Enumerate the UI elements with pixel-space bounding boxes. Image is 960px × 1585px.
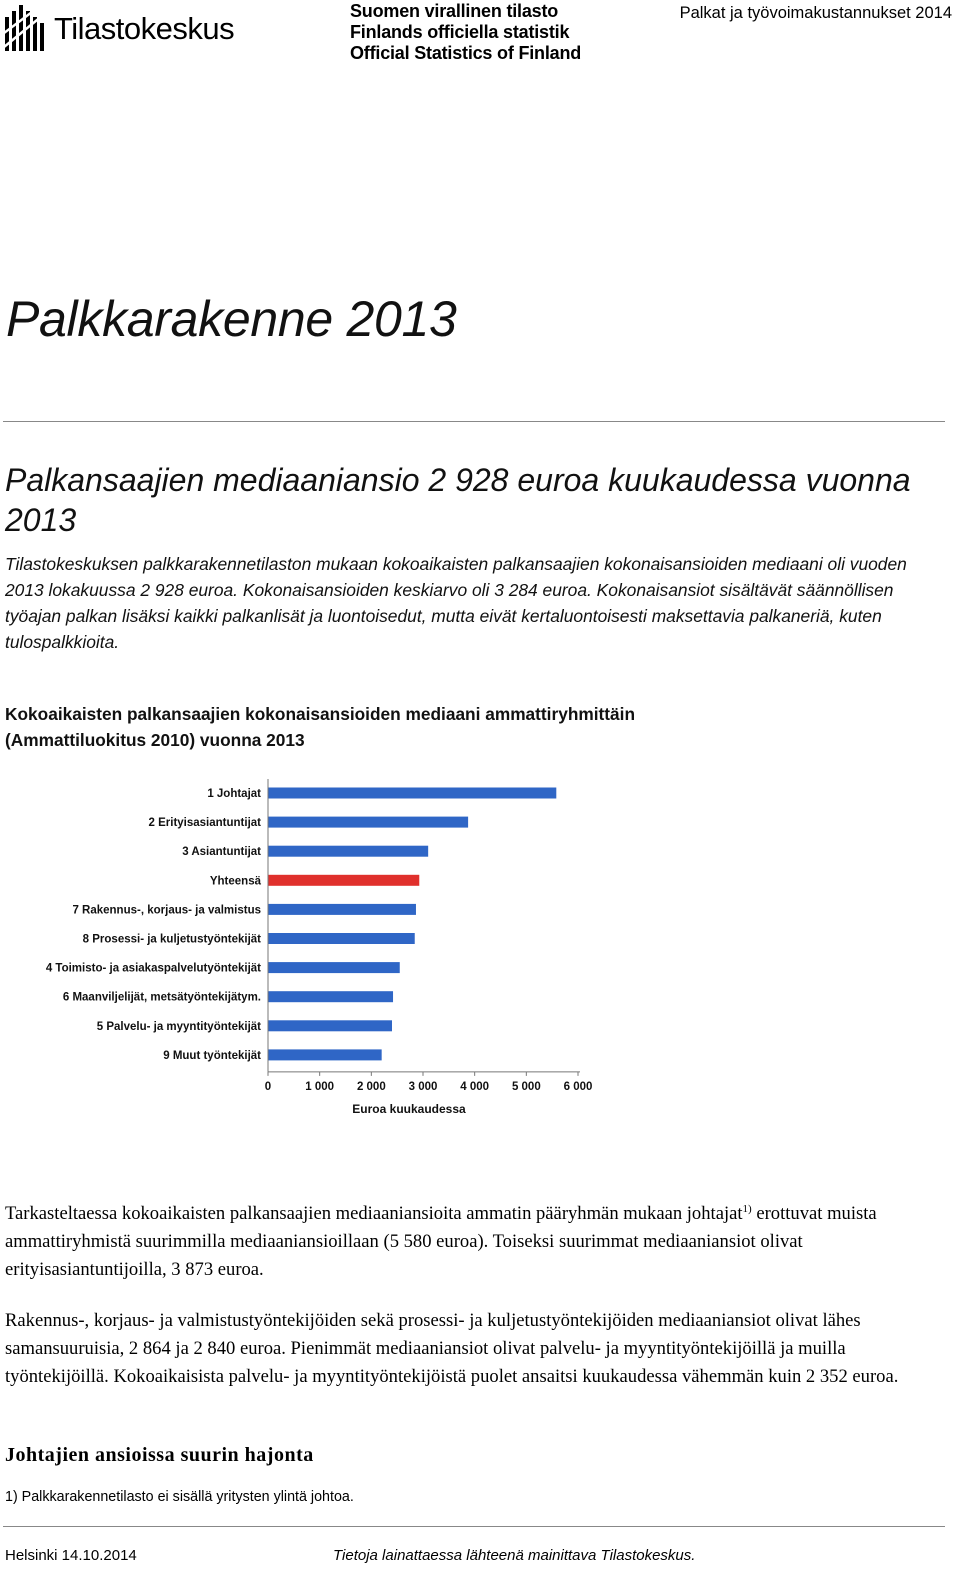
figure-title: Kokoaikaisten palkansaajien kokonaisansioiden mediaani ammattiryhmittäin (Ammattiluokitus 2010) vuonna 2013 xyxy=(5,704,636,750)
logo-mark-icon xyxy=(4,3,50,55)
body-paragraph-1 xyxy=(5,1200,950,1284)
title-divider xyxy=(3,421,945,422)
bar xyxy=(268,1020,392,1031)
body-paragraph-2: Rakennus-, korjaus- ja valmistustyöntekijöiden sekä prosessi- ja kuljetustyöntekijöiden mediaaniansiot olivat lähes samansuuruisia, 2 864 ja 2 840 euroa. Pienimmät mediaaniansiot olivat palvelu- ja myyntityöntekijöillä ja muilla työntekijöillä. Kokoaikaisista palvelu- ja myyntityöntekijöistä puolet ansaitsi kuukaudessa vähemmän kuin 2 352 euroa. xyxy=(5,1310,899,1387)
category-label: 3 Asiantuntijat xyxy=(182,846,261,859)
x-tick-label: 0 xyxy=(264,1080,272,1093)
bar xyxy=(268,1049,382,1060)
tilastokeskus-logo xyxy=(4,3,236,55)
category-label: 1 Johtajat xyxy=(207,788,261,800)
category-label: Yhteensä xyxy=(209,875,261,888)
x-tick-label: 2 000 xyxy=(356,1080,386,1093)
logo-wordmark: Tilastokeskus xyxy=(54,11,235,46)
p1-text: Tarkasteltaessa kokoaikaisten palkansaajien mediaaniansioita ammatin pääryhmän mukaan johtajat xyxy=(5,1203,743,1224)
chart-bars xyxy=(268,788,556,1061)
official-line-fi: Suomen virallinen tilasto xyxy=(350,1,559,21)
category-label: 6 Maanviljelijät, metsätyöntekijätym. xyxy=(62,991,261,1004)
x-tick-label: 6 000 xyxy=(563,1080,593,1093)
x-tick-label: 5 000 xyxy=(511,1080,541,1093)
official-line-en: Official Statistics of Finland xyxy=(350,43,582,63)
section-subheading: Johtajien ansioissa suurin hajonta xyxy=(5,1444,314,1466)
chart-x-ticks xyxy=(265,1072,593,1093)
official-statistics-block xyxy=(350,1,581,64)
category-label: 9 Muut työntekijät xyxy=(163,1049,261,1062)
bar xyxy=(268,846,428,857)
chart-category-labels xyxy=(46,788,262,1062)
bar xyxy=(268,962,400,973)
p1-text-cont: erottuvat muista ammattiryhmistä suurimmilla mediaaniansioillaan (5 580 euroa). Toiseksi suurimmat mediaaniansiot olivat erityisasiantuntijoilla, 3 873 euroa. xyxy=(5,1203,877,1280)
x-axis-title: Euroa kuukaudessa xyxy=(352,1101,466,1115)
category-label: 8 Prosessi- ja kuljetustyöntekijät xyxy=(82,933,261,946)
footnote: 1) Palkkarakennetilasto ei sisällä yritysten ylintä johtoa. xyxy=(5,1489,354,1505)
x-tick-label: 3 000 xyxy=(408,1080,438,1093)
headline: Palkansaajien mediaaniansio 2 928 euroa kuukaudessa vuonna 2013 xyxy=(5,462,911,538)
bar xyxy=(268,991,393,1002)
x-tick-label: 1 000 xyxy=(305,1080,335,1093)
footer-divider xyxy=(3,1526,945,1527)
lead-paragraph: Tilastokeskuksen palkkarakennetilaston mukaan kokoaikaisten palkansaajien kokonaisansioiden mediaani oli vuoden 2013 lokakuussa 2 928 euroa. Kokonaisansioiden keskiarvo oli 3 284 euroa. Kokonaisansiot sisältävät säännöllisen työajan palkan lisäksi kaikki palkanlisät ja luontoisedut, mutta eivät kertaluontoisesti maksettavia palkaneriä, kuten tulospalkkioita. xyxy=(5,554,907,652)
series-name: Palkat ja työvoimakustannukset 2014 xyxy=(679,4,952,22)
footer-place-date: Helsinki 14.10.2014 xyxy=(5,1547,137,1564)
bar xyxy=(268,904,416,915)
footer-citation: Tietoja lainattaessa lähteenä mainittava Tilastokeskus. xyxy=(333,1547,696,1564)
official-line-sv: Finlands officiella statistik xyxy=(350,22,570,42)
footnote-ref: 1) xyxy=(742,1203,752,1215)
bar xyxy=(268,933,415,944)
category-label: 2 Erityisasiantuntijat xyxy=(148,817,261,830)
page-title: Palkkarakenne 2013 xyxy=(6,291,457,347)
category-label: 5 Palvelu- ja myyntityöntekijät xyxy=(96,1020,261,1033)
category-label: 7 Rakennus-, korjaus- ja valmistus xyxy=(72,904,261,917)
category-label: 4 Toimisto- ja asiakaspalvelutyöntekijät xyxy=(45,962,261,975)
bar xyxy=(268,788,556,799)
bar-chart xyxy=(0,770,600,1115)
x-tick-label: 4 000 xyxy=(460,1080,490,1093)
bar-total xyxy=(268,875,419,886)
bar xyxy=(268,817,468,828)
